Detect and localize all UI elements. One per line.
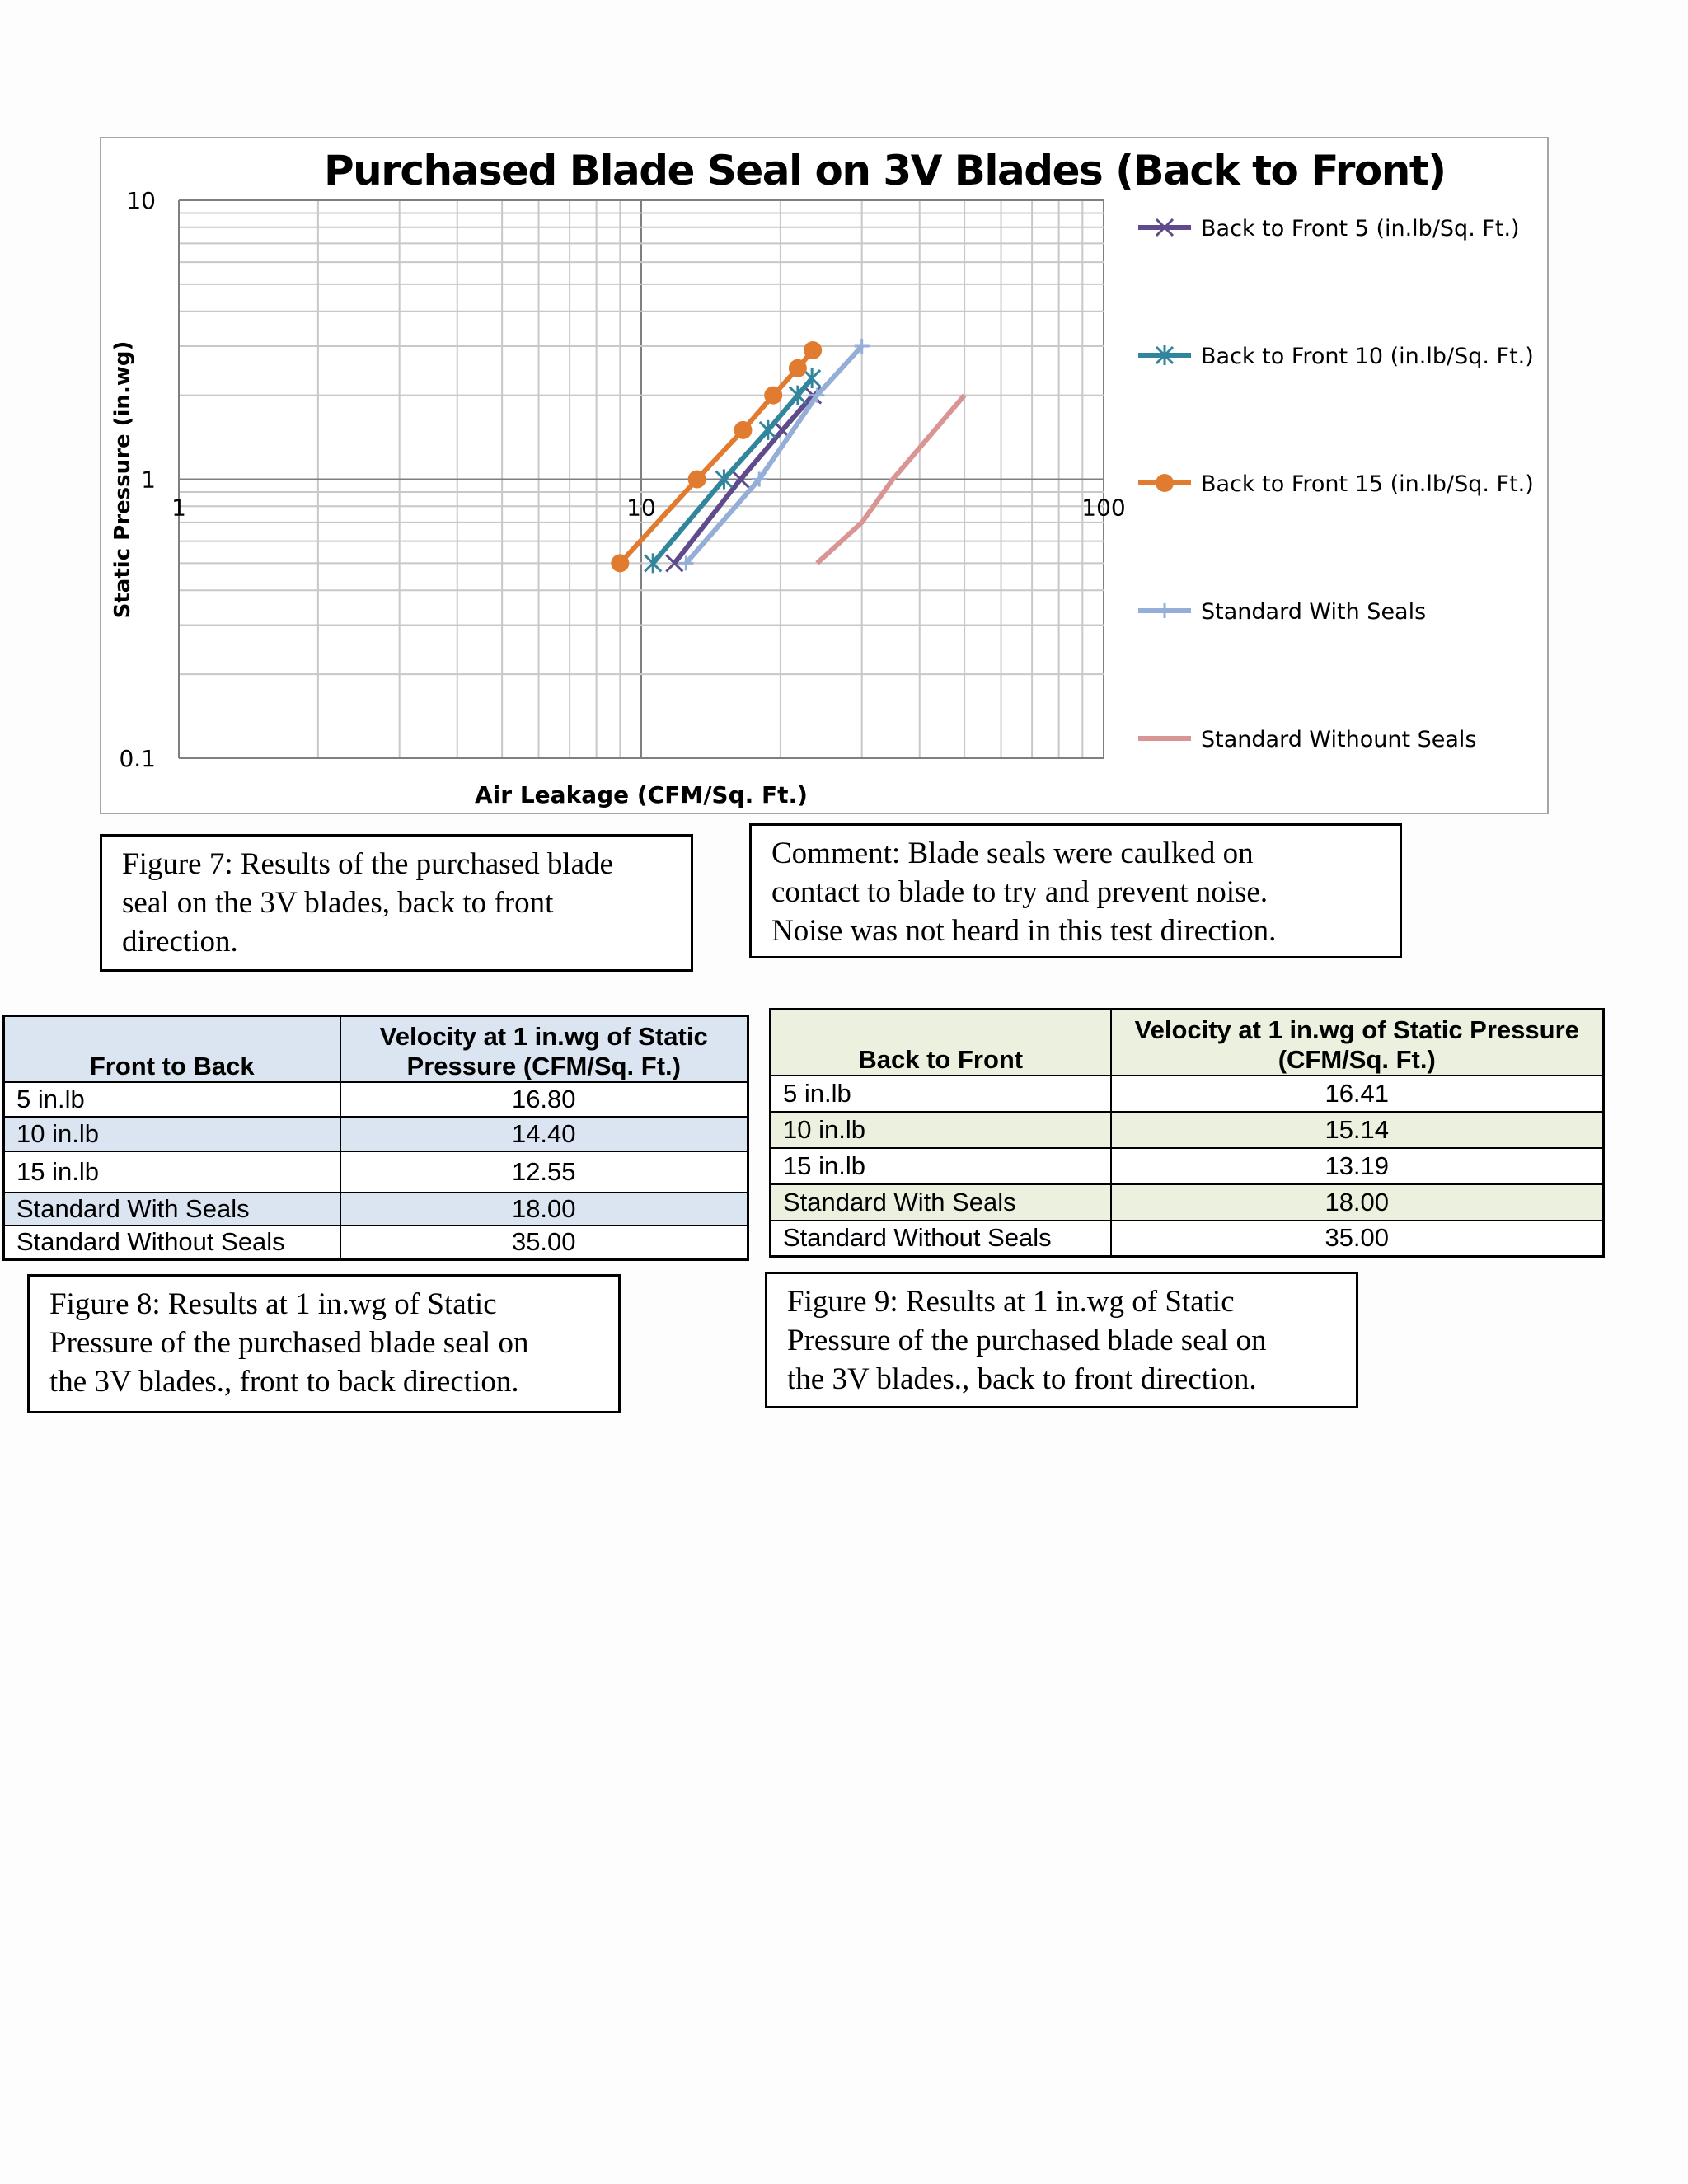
y-axis-label: Static Pressure (in.wg) (110, 340, 135, 619)
table-cell-value: 18.00 (340, 1193, 748, 1226)
table-cell-label: Standard With Seals (4, 1193, 340, 1226)
figure-8-caption (27, 1274, 621, 1413)
table-row (771, 1148, 1604, 1184)
table-cell-label: Standard Without Seals (771, 1221, 1111, 1257)
comment-line: Comment: Blade seals were caulked on (771, 837, 1254, 870)
x-axis-label: Air Leakage (CFM/Sq. Ft.) (475, 781, 808, 808)
legend-label: Standard With Seals (1201, 599, 1427, 625)
legend-entry (1138, 216, 1520, 241)
caption-line: Pressure of the purchased blade seal on (787, 1324, 1267, 1357)
series-2 (645, 368, 820, 573)
legend-entry (1138, 344, 1534, 369)
table-cell-value: 35.00 (340, 1226, 748, 1260)
circle-marker (611, 554, 629, 572)
back-to-front-table (769, 1008, 1605, 1258)
chart-frame (100, 137, 1549, 814)
table-cell-value: 16.41 (1111, 1076, 1604, 1112)
table-cell-label: 15 in.lb (771, 1148, 1111, 1184)
comment-box (749, 823, 1402, 958)
caption-line: seal on the 3V blades, back to front (122, 886, 554, 920)
chart-title: Purchased Blade Seal on 3V Blades (Back to Front) (324, 147, 1446, 194)
table-row (4, 1082, 748, 1117)
chart-plot (101, 138, 1547, 813)
table-cell-label: 10 in.lb (771, 1112, 1111, 1148)
plus-marker (1157, 603, 1172, 618)
table-row (4, 1151, 748, 1193)
table-row (4, 1117, 748, 1151)
table-cell-label: 5 in.lb (4, 1082, 340, 1117)
caption-line: Figure 9: Results at 1 in.wg of Static (787, 1285, 1235, 1319)
series-line (653, 378, 812, 563)
legend-label: Standard Withount Seals (1201, 727, 1477, 752)
figure-9-caption (765, 1272, 1358, 1408)
table-cell-value: 14.40 (340, 1117, 748, 1151)
caption-line: Figure 7: Results of the purchased blade (122, 847, 613, 881)
table-header: Velocity at 1 in.wg of Static Pressure (CFM/Sq. Ft.) (340, 1016, 748, 1082)
table-cell-value: 12.55 (340, 1151, 748, 1193)
comment-line: contact to blade to try and prevent noise. (771, 875, 1268, 909)
circle-marker (764, 387, 782, 405)
table-cell-label: 15 in.lb (4, 1151, 340, 1193)
table-cell-value: 16.80 (340, 1082, 748, 1117)
table-row (771, 1076, 1604, 1112)
caption-line: Figure 8: Results at 1 in.wg of Static (49, 1287, 497, 1321)
table-row (771, 1184, 1604, 1221)
comment-line: Noise was not heard in this test direction. (771, 914, 1277, 948)
series-4 (678, 339, 869, 570)
legend-entry (1138, 599, 1426, 625)
table-header: Velocity at 1 in.wg of Static Pressure (CFM/Sq. Ft.) (1111, 1010, 1604, 1076)
table-row (771, 1112, 1604, 1148)
front-to-back-table (2, 1015, 749, 1261)
circle-marker (734, 421, 752, 439)
x-tick-label: 10 (626, 494, 656, 522)
table-cell-label: 5 in.lb (771, 1076, 1111, 1112)
caption-line: the 3V blades., front to back direction. (49, 1365, 519, 1399)
chart-labels (110, 187, 1126, 808)
table-header: Back to Front (771, 1010, 1111, 1076)
x-tick-label: 1 (171, 494, 186, 522)
caption-line: the 3V blades., back to front direction. (787, 1362, 1257, 1396)
table-cell-label: 10 in.lb (4, 1117, 340, 1151)
series-3 (611, 341, 822, 572)
circle-marker (688, 471, 706, 489)
table-cell-value: 15.14 (1111, 1112, 1604, 1148)
table-cell-value: 18.00 (1111, 1184, 1604, 1221)
legend-entry (1138, 471, 1534, 497)
circle-marker (789, 359, 807, 377)
legend-label: Back to Front 15 (in.lb/Sq. Ft.) (1201, 471, 1534, 497)
figure-7-caption (100, 834, 693, 972)
legend-entry (1138, 727, 1477, 752)
chart-series-layer (611, 339, 964, 573)
table-cell-label: Standard With Seals (771, 1184, 1111, 1221)
y-tick-label: 10 (126, 187, 156, 214)
circle-marker (804, 341, 822, 359)
table-row (4, 1226, 748, 1260)
table-cell-value: 35.00 (1111, 1221, 1604, 1257)
chart-legend (1138, 216, 1534, 752)
y-tick-label: 1 (141, 466, 156, 494)
x-tick-label: 100 (1081, 494, 1126, 522)
chart-gridlines (179, 200, 1104, 758)
table-row (771, 1221, 1604, 1257)
y-tick-label: 0.1 (119, 745, 156, 772)
table-cell-value: 13.19 (1111, 1148, 1604, 1184)
table-row (4, 1193, 748, 1226)
circle-marker (1156, 474, 1174, 492)
table-header: Front to Back (4, 1016, 340, 1082)
legend-label: Back to Front 5 (in.lb/Sq. Ft.) (1201, 216, 1520, 241)
star-marker (760, 420, 776, 440)
series-line (686, 346, 861, 563)
legend-label: Back to Front 10 (in.lb/Sq. Ft.) (1201, 344, 1534, 369)
caption-line: Pressure of the purchased blade seal on (49, 1326, 529, 1360)
table-cell-label: Standard Without Seals (4, 1226, 340, 1260)
caption-line: direction. (122, 925, 238, 958)
